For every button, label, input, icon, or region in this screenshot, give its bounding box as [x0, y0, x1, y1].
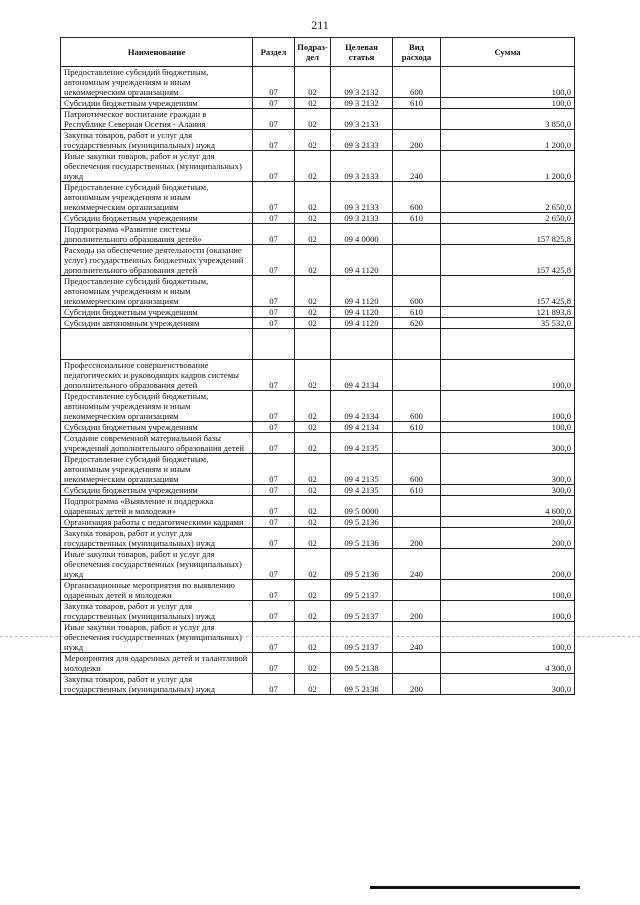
cell-podrazdel: 02: [295, 245, 331, 276]
footer-rule: [370, 886, 580, 889]
table-row: [61, 674, 575, 695]
cell-name: Подпрограмма «Развитие системы дополнительного образования детей»: [61, 224, 253, 245]
table-row: [61, 517, 575, 528]
cell-podrazdel: 02: [295, 307, 331, 318]
cell-name: Предоставление субсидий бюджетным, автономным учреждениям и иным некоммерческим организациям: [61, 67, 253, 98]
cell-razdel: 07: [253, 653, 295, 674]
cell-podrazdel: 02: [295, 454, 331, 485]
cell-vid: [393, 517, 441, 528]
table-row: [61, 528, 575, 549]
cell-tselevaya: 09 4 2134: [331, 422, 393, 433]
table-row: [61, 485, 575, 496]
cell-razdel: 07: [253, 307, 295, 318]
table-row: [61, 329, 575, 360]
cell-podrazdel: 02: [295, 109, 331, 130]
cell-vid: 600: [393, 276, 441, 307]
table-row: [61, 549, 575, 580]
cell-tselevaya: 09 5 2136: [331, 517, 393, 528]
cell-tselevaya: 09 5 2137: [331, 601, 393, 622]
table-row: [61, 307, 575, 318]
cell-summa: 300,0: [441, 485, 575, 496]
cell-summa: 200,0: [441, 549, 575, 580]
cell-vid: 610: [393, 485, 441, 496]
cell-razdel: 07: [253, 213, 295, 224]
cell-podrazdel: 02: [295, 674, 331, 695]
cell-summa: 35 532,0: [441, 318, 575, 329]
table-row: [61, 496, 575, 517]
cell-podrazdel: 02: [295, 433, 331, 454]
cell-podrazdel: 02: [295, 601, 331, 622]
cell-razdel: 07: [253, 360, 295, 391]
cell-razdel: 07: [253, 67, 295, 98]
cell-tselevaya: 09 5 2137: [331, 622, 393, 653]
cell-summa: 100,0: [441, 391, 575, 422]
table-row: [61, 276, 575, 307]
cell-razdel: 07: [253, 674, 295, 695]
cell-podrazdel: 02: [295, 622, 331, 653]
table-row: [61, 318, 575, 329]
cell-razdel: 07: [253, 224, 295, 245]
table-row: [61, 67, 575, 98]
cell-name: Иные закупки товаров, работ и услуг для обеспечения государственных (муниципальных) нужд: [61, 549, 253, 580]
cell-podrazdel: 02: [295, 276, 331, 307]
cell-name: Предоставление субсидий бюджетным, автономным учреждениям и иным некоммерческим организациям: [61, 391, 253, 422]
cell-tselevaya: 09 5 2138: [331, 674, 393, 695]
cell-razdel: 07: [253, 433, 295, 454]
cell-vid: 610: [393, 307, 441, 318]
cell-razdel: [253, 329, 295, 360]
cell-name: Субсидии бюджетным учреждениям: [61, 422, 253, 433]
table-row: [61, 580, 575, 601]
cell-vid: 240: [393, 549, 441, 580]
cell-vid: 610: [393, 213, 441, 224]
cell-name: Субсидии бюджетным учреждениям: [61, 213, 253, 224]
cell-razdel: 07: [253, 391, 295, 422]
cell-razdel: 07: [253, 601, 295, 622]
table-row: [61, 454, 575, 485]
cell-tselevaya: 09 4 2135: [331, 454, 393, 485]
cell-summa: 100,0: [441, 622, 575, 653]
cell-tselevaya: 09 3 2133: [331, 151, 393, 182]
cell-tselevaya: 09 4 1120: [331, 318, 393, 329]
cell-summa: 121 893,8: [441, 307, 575, 318]
cell-summa: 300,0: [441, 454, 575, 485]
cell-name: Подпрограмма «Выявление и поддержка одаренных детей и молодежи»: [61, 496, 253, 517]
cell-tselevaya: 09 5 2138: [331, 653, 393, 674]
cell-razdel: 07: [253, 528, 295, 549]
table-row: [61, 360, 575, 391]
cell-vid: 620: [393, 318, 441, 329]
cell-summa: 1 200,0: [441, 151, 575, 182]
cell-podrazdel: 02: [295, 360, 331, 391]
cell-summa: 300,0: [441, 433, 575, 454]
table-row: [61, 245, 575, 276]
header-name: Наименование: [61, 38, 253, 67]
table-row: [61, 622, 575, 653]
cell-vid: 600: [393, 391, 441, 422]
cell-podrazdel: 02: [295, 98, 331, 109]
table-row: [61, 601, 575, 622]
cell-podrazdel: 02: [295, 496, 331, 517]
cell-vid: [393, 245, 441, 276]
cell-tselevaya: 09 3 2132: [331, 67, 393, 98]
table-row: [61, 213, 575, 224]
cell-podrazdel: 02: [295, 549, 331, 580]
table-row: [61, 182, 575, 213]
cell-name: Патриотическое воспитание граждан в Республике Северная Осетия - Алания: [61, 109, 253, 130]
cell-podrazdel: 02: [295, 151, 331, 182]
cell-podrazdel: 02: [295, 67, 331, 98]
cell-podrazdel: 02: [295, 580, 331, 601]
cell-razdel: 07: [253, 98, 295, 109]
cell-summa: 100,0: [441, 580, 575, 601]
cell-razdel: 07: [253, 580, 295, 601]
cell-summa: 100,0: [441, 601, 575, 622]
table-row: [61, 130, 575, 151]
cell-vid: [393, 433, 441, 454]
cell-podrazdel: 02: [295, 391, 331, 422]
cell-name: Закупка товаров, работ и услуг для государственных (муниципальных) нужд: [61, 601, 253, 622]
cell-summa: 3 850,0: [441, 109, 575, 130]
cell-vid: [393, 329, 441, 360]
cell-vid: 240: [393, 622, 441, 653]
cell-name: Субсидии бюджетным учреждениям: [61, 307, 253, 318]
cell-tselevaya: 09 4 2134: [331, 391, 393, 422]
cell-name: Субсидии бюджетным учреждениям: [61, 98, 253, 109]
cell-tselevaya: 09 4 2135: [331, 485, 393, 496]
cell-razdel: 07: [253, 151, 295, 182]
table-row: [61, 391, 575, 422]
cell-tselevaya: 09 4 2134: [331, 360, 393, 391]
cell-razdel: 07: [253, 517, 295, 528]
cell-summa: 200,0: [441, 517, 575, 528]
table-row: [61, 109, 575, 130]
table-row: [61, 422, 575, 433]
cell-podrazdel: 02: [295, 517, 331, 528]
cell-podrazdel: 02: [295, 422, 331, 433]
table-row: [61, 653, 575, 674]
cell-name: Мероприятия для одаренных детей и талантливой молодежи: [61, 653, 253, 674]
cell-tselevaya: 09 3 2133: [331, 182, 393, 213]
cell-name: Закупка товаров, работ и услуг для государственных (муниципальных) нужд: [61, 674, 253, 695]
cell-vid: [393, 360, 441, 391]
cell-razdel: 07: [253, 422, 295, 433]
cell-vid: [393, 653, 441, 674]
cell-tselevaya: 09 4 1120: [331, 307, 393, 318]
cell-name: Профессиональное совершенствование педагогических и руководящих кадров системы дополнительного образования детей: [61, 360, 253, 391]
cell-summa: [441, 329, 575, 360]
header-razdel: Раздел: [253, 38, 295, 67]
cell-summa: 157 425,8: [441, 276, 575, 307]
cell-tselevaya: 09 3 2132: [331, 98, 393, 109]
table-row: [61, 98, 575, 109]
cell-summa: 100,0: [441, 67, 575, 98]
cell-podrazdel: 02: [295, 182, 331, 213]
cell-vid: 610: [393, 98, 441, 109]
cell-vid: 600: [393, 182, 441, 213]
cell-summa: 157 825,8: [441, 224, 575, 245]
cell-name: Иные закупки товаров, работ и услуг для обеспечения государственных (муниципальных) нужд: [61, 622, 253, 653]
cell-name: Расходы на обеспечение деятельности (оказание услуг) государственных бюджетных учреждений дополнительного образования детей: [61, 245, 253, 276]
cell-summa: 100,0: [441, 360, 575, 391]
cell-tselevaya: 09 3 2133: [331, 213, 393, 224]
cell-summa: 300,0: [441, 674, 575, 695]
cell-vid: 600: [393, 67, 441, 98]
cell-vid: 240: [393, 151, 441, 182]
table-row: [61, 151, 575, 182]
cell-vid: 200: [393, 674, 441, 695]
cell-summa: 100,0: [441, 422, 575, 433]
header-vid: Вид расхода: [393, 38, 441, 67]
cell-tselevaya: 09 3 2133: [331, 109, 393, 130]
cell-summa: 157 425,8: [441, 245, 575, 276]
cell-tselevaya: 09 5 2137: [331, 580, 393, 601]
cell-vid: [393, 224, 441, 245]
table-header-row: [61, 38, 575, 67]
header-podrazdel: Подраз-дел: [295, 38, 331, 67]
cell-razdel: 07: [253, 109, 295, 130]
cell-vid: [393, 109, 441, 130]
cell-razdel: 07: [253, 182, 295, 213]
cell-name: Иные закупки товаров, работ и услуг для обеспечения государственных (муниципальных) нужд: [61, 151, 253, 182]
cell-summa: 2 650,0: [441, 182, 575, 213]
cell-tselevaya: 09 5 2136: [331, 549, 393, 580]
page-number: 211: [311, 18, 329, 32]
cell-podrazdel: 02: [295, 213, 331, 224]
cell-razdel: 07: [253, 130, 295, 151]
cell-name: Организация работы с педагогическими кадрами: [61, 517, 253, 528]
cell-summa: 2 650,0: [441, 213, 575, 224]
cell-podrazdel: 02: [295, 528, 331, 549]
table-row: [61, 433, 575, 454]
cell-tselevaya: 09 3 2133: [331, 130, 393, 151]
cell-vid: 200: [393, 528, 441, 549]
cell-name: Закупка товаров, работ и услуг для государственных (муниципальных) нужд: [61, 528, 253, 549]
cell-name: Создание современной материальной базы учреждений дополнительного образования детей: [61, 433, 253, 454]
cell-name: Предоставление субсидий бюджетным, автономным учреждениям и иным некоммерческим организациям: [61, 454, 253, 485]
cell-vid: [393, 580, 441, 601]
cell-summa: 1 200,0: [441, 130, 575, 151]
cell-name: Закупка товаров, работ и услуг для государственных (муниципальных) нужд: [61, 130, 253, 151]
cell-tselevaya: 09 4 2135: [331, 433, 393, 454]
cell-name: Организационные мероприятия по выявлению одаренных детей и молодежи: [61, 580, 253, 601]
cell-razdel: 07: [253, 496, 295, 517]
header-tselevaya: Целевая статья: [331, 38, 393, 67]
budget-table: [60, 37, 575, 695]
cell-tselevaya: 09 4 0000: [331, 224, 393, 245]
cell-vid: 200: [393, 601, 441, 622]
cell-vid: 610: [393, 422, 441, 433]
cell-razdel: 07: [253, 549, 295, 580]
cell-razdel: 07: [253, 622, 295, 653]
cell-name: [61, 329, 253, 360]
cell-summa: 4 300,0: [441, 653, 575, 674]
cell-tselevaya: [331, 329, 393, 360]
cell-razdel: 07: [253, 485, 295, 496]
cell-summa: 4 600,0: [441, 496, 575, 517]
cell-vid: [393, 496, 441, 517]
cell-tselevaya: 09 4 1120: [331, 276, 393, 307]
cell-podrazdel: 02: [295, 653, 331, 674]
table-row: [61, 224, 575, 245]
cell-podrazdel: 02: [295, 224, 331, 245]
cell-name: Предоставление субсидий бюджетным, автономным учреждениям и иным некоммерческим организациям: [61, 182, 253, 213]
cell-summa: 100,0: [441, 98, 575, 109]
cell-tselevaya: 09 5 2136: [331, 528, 393, 549]
cell-tselevaya: 09 5 0000: [331, 496, 393, 517]
cell-podrazdel: 02: [295, 485, 331, 496]
cell-podrazdel: 02: [295, 130, 331, 151]
scan-artifact-line: [0, 636, 640, 637]
cell-vid: 600: [393, 454, 441, 485]
cell-podrazdel: 02: [295, 318, 331, 329]
cell-name: Предоставление субсидий бюджетным, автономным учреждениям и иным некоммерческим организациям: [61, 276, 253, 307]
cell-vid: 200: [393, 130, 441, 151]
cell-razdel: 07: [253, 276, 295, 307]
cell-name: Субсидии автономным учреждениям: [61, 318, 253, 329]
table-body: [61, 67, 575, 695]
cell-name: Субсидии бюджетным учреждениям: [61, 485, 253, 496]
header-summa: Сумма: [441, 38, 575, 67]
cell-razdel: 07: [253, 318, 295, 329]
cell-podrazdel: [295, 329, 331, 360]
cell-razdel: 07: [253, 454, 295, 485]
cell-razdel: 07: [253, 245, 295, 276]
cell-summa: 200,0: [441, 528, 575, 549]
cell-tselevaya: 09 4 1120: [331, 245, 393, 276]
